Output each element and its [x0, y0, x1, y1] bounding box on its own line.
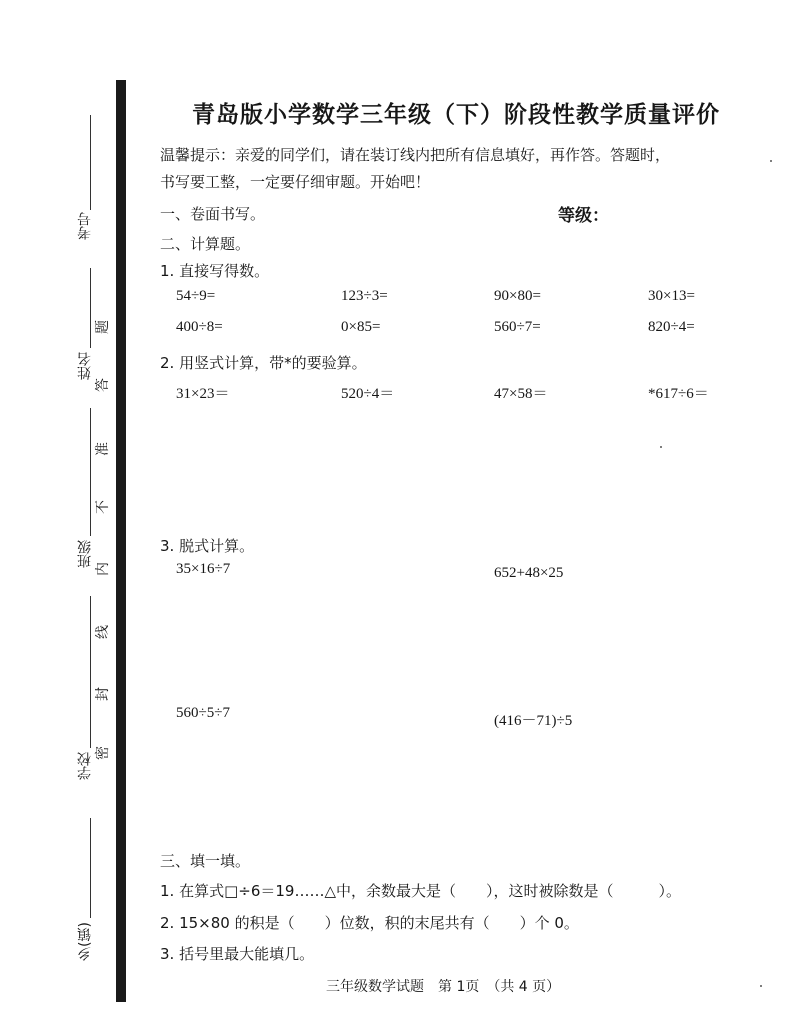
town-line [90, 818, 91, 918]
q3-item-4: (416－71)÷5 [494, 713, 573, 729]
q1-r1-c2: 123÷3= [341, 288, 388, 304]
exam-number-label: 考号 [77, 212, 93, 240]
town-label: 乡(镇) [77, 922, 93, 961]
seal-char-3: 准 [95, 442, 111, 456]
q2-item-1: 31×23＝ [176, 386, 230, 402]
scan-speck [760, 985, 762, 987]
seal-char-7: 封 [95, 687, 111, 701]
page-title: 青岛版小学数学三年级（下）阶段性教学质量评价 [192, 102, 720, 128]
q1-r1-c4: 30×13= [648, 288, 695, 304]
q1-r2-c3: 560÷7= [494, 319, 541, 335]
class-label: 班级 [77, 540, 93, 568]
seal-char-6: 线 [95, 625, 111, 639]
section-2-heading: 二、计算题。 [160, 235, 251, 253]
name-line [90, 268, 91, 348]
seal-char-4: 不 [95, 500, 111, 514]
q2-item-4: *617÷6＝ [648, 386, 709, 402]
grade-label: 等级： [558, 206, 609, 226]
q1-r2-c2: 0×85= [341, 319, 381, 335]
q1-r2-c4: 820÷4= [648, 319, 695, 335]
exam-number-line [90, 115, 91, 210]
q3-label: 3. 脱式计算。 [160, 537, 255, 555]
name-label: 姓名 [77, 352, 93, 380]
q3-item-1: 35×16÷7 [176, 561, 231, 577]
page-footer: 三年级数学试题 第 1页 （共 4 页） [326, 979, 561, 995]
section-1-heading: 一、卷面书写。 [160, 205, 266, 223]
seal-char-5: 内 [95, 562, 111, 576]
scan-speck [660, 446, 662, 448]
seal-char-8: 密 [95, 746, 111, 760]
q3-item-3: 560÷5÷7 [176, 705, 230, 721]
scan-speck [770, 160, 772, 162]
fill-item-3: 3. 括号里最大能填几。 [160, 945, 315, 963]
seal-char-2: 答 [95, 378, 111, 392]
tip-line-1: 温馨提示：亲爱的同学们，请在装订线内把所有信息填好，再作答。答题时， [160, 146, 671, 164]
tip-line-2: 书写要工整，一定要仔细审题。开始吧！ [160, 173, 431, 191]
fill-item-2: 2. 15×80 的积是（ ）位数，积的末尾共有（ ）个 0。 [160, 914, 579, 932]
q3-item-2: 652+48×25 [494, 565, 564, 581]
school-line [90, 596, 91, 748]
q1-r1-c1: 54÷9= [176, 288, 216, 304]
q2-label: 2. 用竖式计算，带*的要验算。 [160, 354, 367, 372]
school-label: 学校 [77, 752, 93, 780]
q1-label: 1. 直接写得数。 [160, 262, 270, 280]
seal-char-1: 题 [95, 320, 111, 334]
q1-r2-c1: 400÷8= [176, 319, 223, 335]
q2-item-3: 47×58＝ [494, 386, 548, 402]
fill-item-1: 1. 在算式□÷6＝19……△中，余数最大是（ ），这时被除数是（ ）。 [160, 882, 681, 900]
section-3-heading: 三、填一填。 [160, 852, 251, 870]
q2-item-2: 520÷4＝ [341, 386, 395, 402]
class-line [90, 408, 91, 536]
q1-r1-c3: 90×80= [494, 288, 541, 304]
binding-bar [116, 80, 126, 1002]
